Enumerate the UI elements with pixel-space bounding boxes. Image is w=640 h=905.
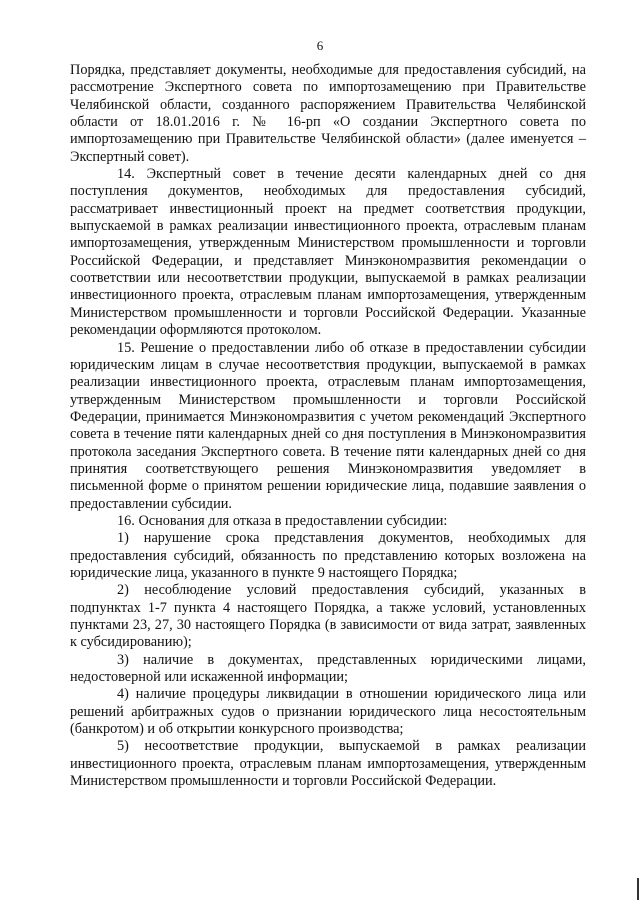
scan-edge-mark <box>637 878 639 900</box>
document-body <box>70 62 586 790</box>
subitem-3: 3) наличие в документах, представленных юридическими лицами, недостоверной или искаженной информации; <box>70 651 586 686</box>
page-number: 6 <box>316 38 324 53</box>
paragraph-15: 15. Решение о предоставлении либо об отказе в предоставлении субсидии юридическим лицам в случае несоответствия продукции, выпускаемой в рамках реализации инвестиционного проекта, отраслевым планам импортозамещения, утвержденным Министерством промышленности и торговли Российской Федерации, принимается Минэкономразвития с учетом рекомендаций Экспертного совета в течение пяти календарных дней со дня поступления в Минэкономразвития протокола заседания Экспертного совета. В течение пяти календарных дней со дня принятия соответствующего решения Минэкономразвития уведомляет в письменной форме о принятом решении юридические лица, подавшие заявления о предоставлении субсидии. <box>70 339 586 512</box>
paragraph-continuation: Порядка, представляет документы, необходимые для предоставления субсидий, на рассмотрение Экспертного совета по импортозамещению при Правительстве Челябинской области, созданного распоряжением Правительства Челябинской области от 18.01.2016 г. № 16-рп «О создании Экспертного совета по импортозамещению при Правительстве Челябинской области» (далее именуется – Экспертный совет). <box>70 62 586 165</box>
paragraph-16: 16. Основания для отказа в предоставлении субсидии: <box>117 512 448 529</box>
subitem-2: 2) несоблюдение условий предоставления субсидий, указанных в подпунктах 1-7 пункта 4 настоящего Порядка, а также условий, установленных пунктами 23, 27, 30 настоящего Порядка (в зависимости от вида затрат, заявленных к субсидированию); <box>70 582 586 651</box>
subitem-1: 1) нарушение срока представления документов, необходимых для предоставления субсидий, обязанность по представлению которых возложена на юридические лица, указанного в пункте 9 настоящего Порядка; <box>70 530 586 581</box>
paragraph-14: 14. Экспертный совет в течение десяти календарных дней со дня поступления документов, необходимых для предоставления субсидий, рассматривает инвестиционный проект на предмет соответствия продукции, выпускаемой в рамках реализации инвестиционного проекта, отраслевым планам импортозамещения, утвержденным Министерством промышленности и торговли Российской Федерации, и представляет Минэкономразвития рекомендации о соответствии или несоответствии продукции, выпускаемой в рамках реализации инвестиционного проекта, отраслевым планам импортозамещения, утвержденным Министерством промышленности и торговли Российской Федерации. Указанные рекомендации оформляются протоколом. <box>70 166 586 339</box>
subitem-4: 4) наличие процедуры ликвидации в отношении юридического лица или решений арбитражных судов о признании юридического лица несостоятельным (банкротом) и об открытии конкурсного производства; <box>70 686 586 738</box>
subitem-5: 5) несоответствие продукции, выпускаемой в рамках реализации инвестиционного проекта, отраслевым планам импортозамещения, утвержденным Министерством промышленности и торговли Российской Федерации. <box>70 738 586 790</box>
